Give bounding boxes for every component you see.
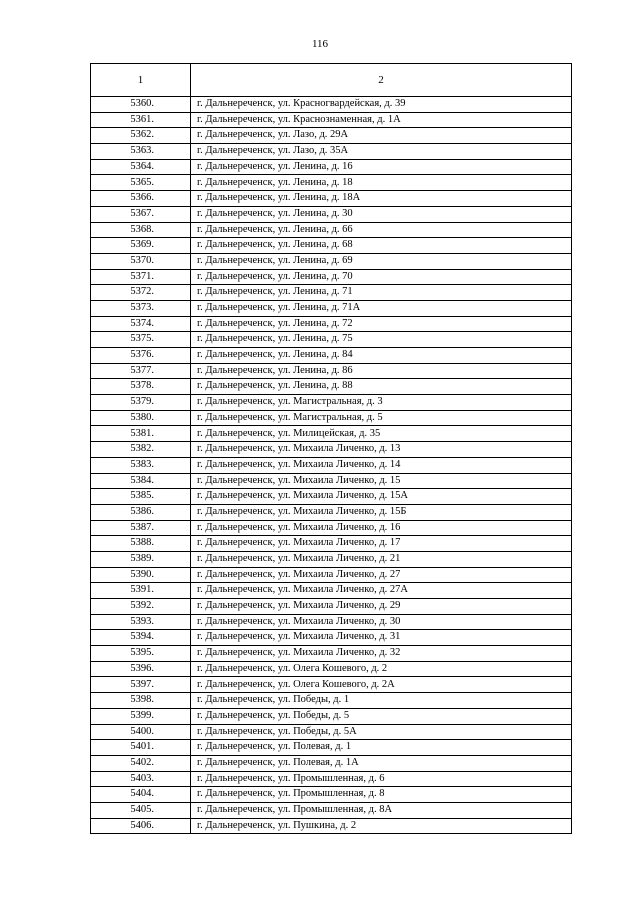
column-header-address: 2: [191, 64, 572, 97]
table-row: [91, 520, 572, 536]
row-address: г. Дальнереченск, ул. Полевая, д. 1А: [191, 755, 572, 771]
row-number: 5377.: [91, 363, 191, 379]
row-number: 5397.: [91, 677, 191, 693]
row-number: 5361.: [91, 112, 191, 128]
table-row: [91, 128, 572, 144]
row-number: 5379.: [91, 395, 191, 411]
row-number: 5401.: [91, 740, 191, 756]
row-address: г. Дальнереченск, ул. Ленина, д. 16: [191, 159, 572, 175]
row-number: 5404.: [91, 787, 191, 803]
row-number: 5374.: [91, 316, 191, 332]
table-row: [91, 348, 572, 364]
table-row: [91, 269, 572, 285]
table-row: [91, 818, 572, 834]
row-number: 5380.: [91, 410, 191, 426]
table-row: [91, 238, 572, 254]
row-address: г. Дальнереченск, ул. Промышленная, д. 6: [191, 771, 572, 787]
row-address: г. Дальнереченск, ул. Ленина, д. 66: [191, 222, 572, 238]
address-table: [90, 63, 572, 834]
page-number: 116: [311, 38, 329, 50]
table-row: [91, 536, 572, 552]
table-row: [91, 599, 572, 615]
row-address: г. Дальнереченск, ул. Лазо, д. 29А: [191, 128, 572, 144]
table-body: [91, 97, 572, 834]
row-number: 5403.: [91, 771, 191, 787]
table-row: [91, 112, 572, 128]
row-number: 5391.: [91, 583, 191, 599]
row-address: г. Дальнереченск, ул. Победы, д. 5: [191, 708, 572, 724]
row-address: г. Дальнереченск, ул. Милицейская, д. 35: [191, 426, 572, 442]
row-address: г. Дальнереченск, ул. Ленина, д. 18А: [191, 191, 572, 207]
row-address: г. Дальнереченск, ул. Ленина, д. 18: [191, 175, 572, 191]
row-number: 5362.: [91, 128, 191, 144]
table-row: [91, 551, 572, 567]
table-row: [91, 567, 572, 583]
row-address: г. Дальнереченск, ул. Ленина, д. 84: [191, 348, 572, 364]
table-row: [91, 191, 572, 207]
row-number: 5386.: [91, 504, 191, 520]
row-number: 5378.: [91, 379, 191, 395]
table-row: [91, 97, 572, 113]
row-number: 5388.: [91, 536, 191, 552]
column-header-number: 1: [91, 64, 191, 97]
row-address: г. Дальнереченск, ул. Михаила Личенко, д. 27: [191, 567, 572, 583]
row-address: г. Дальнереченск, ул. Михаила Личенко, д. 21: [191, 551, 572, 567]
table-row: [91, 630, 572, 646]
row-address: г. Дальнереченск, ул. Михаила Личенко, д. 29: [191, 599, 572, 615]
row-address: г. Дальнереченск, ул. Михаила Личенко, д. 32: [191, 646, 572, 662]
table-row: [91, 583, 572, 599]
row-number: 5370.: [91, 253, 191, 269]
row-number: 5372.: [91, 285, 191, 301]
row-address: г. Дальнереченск, ул. Победы, д. 1: [191, 693, 572, 709]
table-row: [91, 661, 572, 677]
table-row: [91, 363, 572, 379]
table-row: [91, 379, 572, 395]
table-row: [91, 693, 572, 709]
row-address: г. Дальнереченск, ул. Михаила Личенко, д. 16: [191, 520, 572, 536]
row-address: г. Дальнереченск, ул. Михаила Личенко, д. 15Б: [191, 504, 572, 520]
row-address: г. Дальнереченск, ул. Ленина, д. 68: [191, 238, 572, 254]
row-address: г. Дальнереченск, ул. Михаила Личенко, д. 27А: [191, 583, 572, 599]
table-row: [91, 426, 572, 442]
row-address: г. Дальнереченск, ул. Магистральная, д. 5: [191, 410, 572, 426]
row-address: г. Дальнереченск, ул. Михаила Личенко, д. 15А: [191, 489, 572, 505]
table-row: [91, 740, 572, 756]
table-row: [91, 300, 572, 316]
row-address: г. Дальнереченск, ул. Промышленная, д. 8А: [191, 802, 572, 818]
row-address: г. Дальнереченск, ул. Ленина, д. 69: [191, 253, 572, 269]
row-address: г. Дальнереченск, ул. Михаила Личенко, д. 15: [191, 473, 572, 489]
row-number: 5373.: [91, 300, 191, 316]
row-address: г. Дальнереченск, ул. Олега Кошевого, д. 2: [191, 661, 572, 677]
row-address: г. Дальнереченск, ул. Михаила Личенко, д. 17: [191, 536, 572, 552]
row-number: 5384.: [91, 473, 191, 489]
row-number: 5366.: [91, 191, 191, 207]
row-address: г. Дальнереченск, ул. Магистральная, д. 3: [191, 395, 572, 411]
table-row: [91, 316, 572, 332]
table-row: [91, 504, 572, 520]
row-address: г. Дальнереченск, ул. Победы, д. 5А: [191, 724, 572, 740]
table-row: [91, 144, 572, 160]
row-number: 5371.: [91, 269, 191, 285]
row-address: г. Дальнереченск, ул. Ленина, д. 30: [191, 206, 572, 222]
row-address: г. Дальнереченск, ул. Ленина, д. 71А: [191, 300, 572, 316]
table-row: [91, 222, 572, 238]
table-row: [91, 614, 572, 630]
row-address: г. Дальнереченск, ул. Ленина, д. 71: [191, 285, 572, 301]
row-address: г. Дальнереченск, ул. Лазо, д. 35А: [191, 144, 572, 160]
row-number: 5365.: [91, 175, 191, 191]
row-address: г. Дальнереченск, ул. Михаила Личенко, д. 13: [191, 442, 572, 458]
table-row: [91, 253, 572, 269]
row-number: 5395.: [91, 646, 191, 662]
table-row: [91, 677, 572, 693]
table-row: [91, 285, 572, 301]
row-number: 5360.: [91, 97, 191, 113]
row-number: 5399.: [91, 708, 191, 724]
row-address: г. Дальнереченск, ул. Ленина, д. 75: [191, 332, 572, 348]
row-number: 5393.: [91, 614, 191, 630]
row-number: 5406.: [91, 818, 191, 834]
row-number: 5368.: [91, 222, 191, 238]
row-address: г. Дальнереченск, ул. Красногвардейская, д. 39: [191, 97, 572, 113]
row-address: г. Дальнереченск, ул. Полевая, д. 1: [191, 740, 572, 756]
row-number: 5405.: [91, 802, 191, 818]
table-row: [91, 332, 572, 348]
row-number: 5402.: [91, 755, 191, 771]
row-number: 5363.: [91, 144, 191, 160]
row-address: г. Дальнереченск, ул. Краснознаменная, д. 1А: [191, 112, 572, 128]
table-row: [91, 802, 572, 818]
row-address: г. Дальнереченск, ул. Михаила Личенко, д. 14: [191, 457, 572, 473]
row-number: 5376.: [91, 348, 191, 364]
row-number: 5396.: [91, 661, 191, 677]
row-number: 5385.: [91, 489, 191, 505]
row-number: 5394.: [91, 630, 191, 646]
header-row: [91, 64, 572, 97]
row-number: 5389.: [91, 551, 191, 567]
row-number: 5369.: [91, 238, 191, 254]
row-address: г. Дальнереченск, ул. Ленина, д. 72: [191, 316, 572, 332]
row-number: 5383.: [91, 457, 191, 473]
table-row: [91, 442, 572, 458]
row-number: 5398.: [91, 693, 191, 709]
row-number: 5367.: [91, 206, 191, 222]
row-address: г. Дальнереченск, ул. Ленина, д. 70: [191, 269, 572, 285]
table-row: [91, 708, 572, 724]
row-address: г. Дальнереченск, ул. Михаила Личенко, д. 31: [191, 630, 572, 646]
row-number: 5381.: [91, 426, 191, 442]
table-row: [91, 771, 572, 787]
table-row: [91, 457, 572, 473]
table-row: [91, 755, 572, 771]
table-row: [91, 646, 572, 662]
row-number: 5392.: [91, 599, 191, 615]
row-number: 5387.: [91, 520, 191, 536]
row-number: 5364.: [91, 159, 191, 175]
row-address: г. Дальнереченск, ул. Олега Кошевого, д. 2А: [191, 677, 572, 693]
row-address: г. Дальнереченск, ул. Ленина, д. 88: [191, 379, 572, 395]
table-header: [91, 64, 572, 97]
row-number: 5390.: [91, 567, 191, 583]
row-number: 5382.: [91, 442, 191, 458]
table-row: [91, 473, 572, 489]
row-address: г. Дальнереченск, ул. Михаила Личенко, д. 30: [191, 614, 572, 630]
table-row: [91, 787, 572, 803]
row-address: г. Дальнереченск, ул. Ленина, д. 86: [191, 363, 572, 379]
table-row: [91, 159, 572, 175]
row-address: г. Дальнереченск, ул. Пушкина, д. 2: [191, 818, 572, 834]
table-row: [91, 489, 572, 505]
table-row: [91, 175, 572, 191]
row-address: г. Дальнереченск, ул. Промышленная, д. 8: [191, 787, 572, 803]
table-row: [91, 410, 572, 426]
table-row: [91, 395, 572, 411]
table-row: [91, 724, 572, 740]
row-number: 5375.: [91, 332, 191, 348]
row-number: 5400.: [91, 724, 191, 740]
table-row: [91, 206, 572, 222]
